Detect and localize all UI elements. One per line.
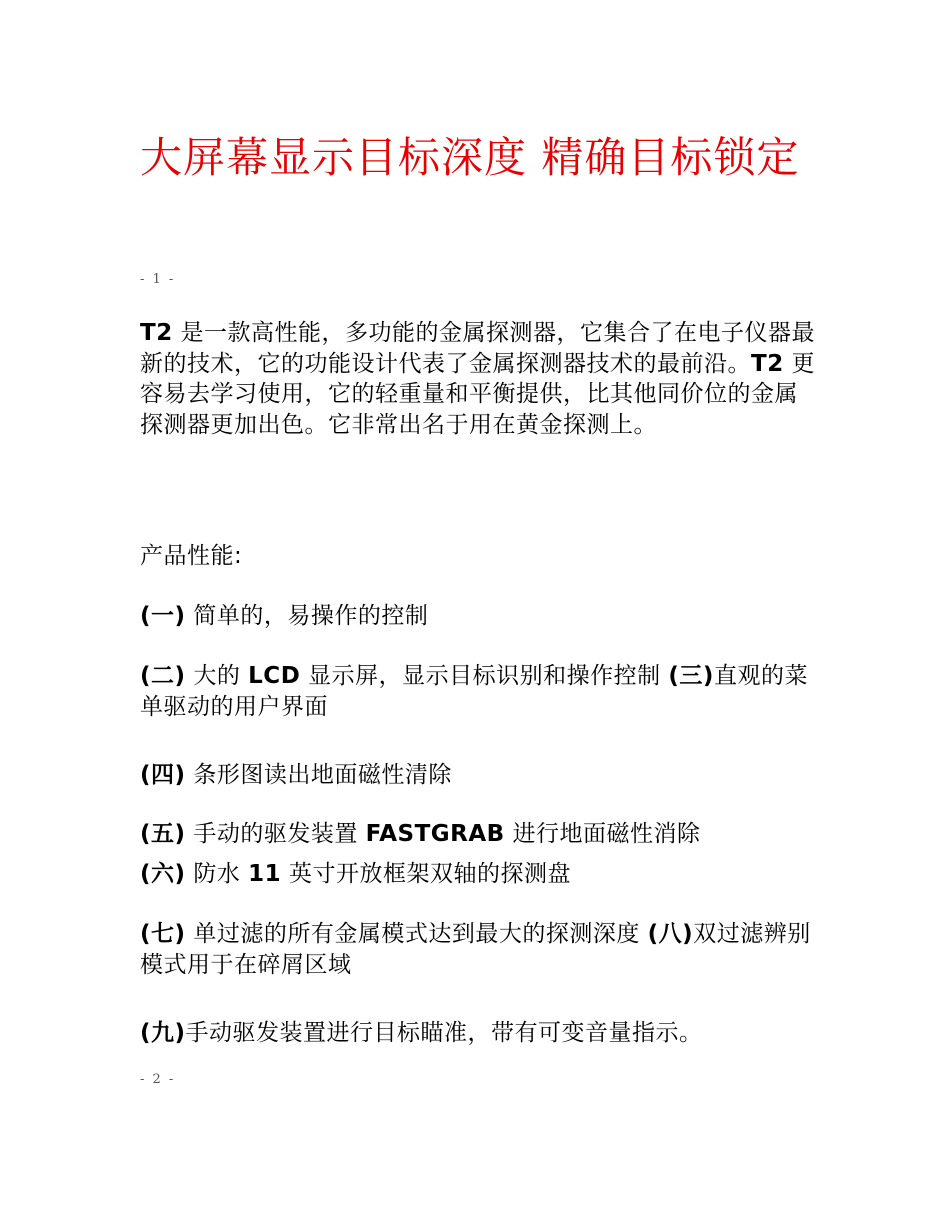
- intro-text-1: 是一款高性能，多功能的金属探测器，它集合了在电子仪器最新的技术，它的功能设计代表了金属探测器技术的最前沿。: [140, 320, 816, 377]
- feature-number: (一): [140, 603, 186, 629]
- feature-text: 显示屏，显示目标识别和操作控制: [300, 663, 669, 689]
- feature-number: (二): [140, 663, 186, 689]
- feature-item-2-3: [140, 661, 820, 722]
- model-name: T2: [751, 350, 784, 377]
- feature-text: 直观的菜单驱动的用户界面: [140, 663, 808, 720]
- feature-term-size: 11: [248, 861, 282, 887]
- page-number-1: - 1 -: [140, 272, 176, 287]
- feature-term-lcd: LCD: [248, 663, 301, 689]
- intro-text-2: 更容易去学习使用，它的轻重量和平衡提供，比其他同价位的金属探测器更加出色。它非常出名于用在黄金探测上。: [140, 350, 816, 438]
- feature-text: 手动的驱发装置: [185, 821, 366, 847]
- feature-number: (三): [668, 663, 714, 689]
- feature-number: (六): [140, 861, 186, 887]
- feature-number: (八): [647, 921, 694, 947]
- feature-number: (四): [140, 762, 186, 788]
- intro-paragraph: [140, 318, 820, 440]
- feature-item-9: [140, 1018, 820, 1049]
- feature-number: (七): [140, 921, 186, 947]
- model-name: T2: [140, 320, 173, 346]
- feature-item-7-8: [140, 919, 820, 980]
- feature-item-6: [140, 859, 820, 890]
- feature-text: 条形图读出地面磁性清除: [185, 762, 452, 788]
- feature-number: (五): [140, 821, 186, 847]
- features-heading: 产品性能:: [140, 543, 243, 569]
- feature-item-4: [140, 760, 820, 791]
- feature-term-fastgrab: FASTGRAB: [365, 821, 505, 847]
- feature-text: 大的: [185, 663, 249, 689]
- feature-text: 手动驱发装置进行目标瞄准，带有可变音量指示。: [185, 1020, 703, 1046]
- feature-text: 简单的，易操作的控制: [185, 603, 429, 629]
- feature-text: 防水: [185, 861, 249, 887]
- feature-number: (九): [140, 1020, 186, 1046]
- feature-item-1: [140, 601, 820, 632]
- feature-text: 单过滤的所有金属模式达到最大的探测深度: [185, 921, 648, 947]
- feature-text: 双过滤辨别模式用于在碎屑区域: [140, 921, 811, 978]
- feature-text: 进行地面磁性消除: [504, 821, 701, 847]
- document-title: 大屏幕显示目标深度 精确目标锁定: [140, 133, 800, 182]
- page-number-2: - 2 -: [140, 1072, 176, 1087]
- feature-text: 英寸开放框架双轴的探测盘: [281, 861, 571, 887]
- feature-item-5: [140, 819, 820, 850]
